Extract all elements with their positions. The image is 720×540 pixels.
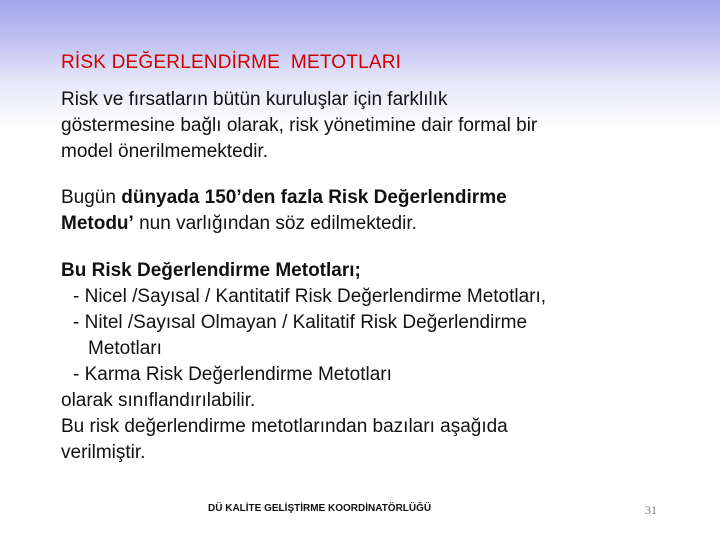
slide-title: RİSK DEĞERLENDİRME METOTLARI — [61, 52, 402, 73]
text-line — [61, 211, 681, 237]
text-line: Bu risk değerlendirme metotlarından bazıları aşağıda — [61, 416, 508, 437]
list-heading: Bu Risk Değerlendirme Metotları; — [61, 260, 361, 281]
paragraph-method-count — [61, 185, 681, 237]
page-number: 31 — [645, 503, 657, 517]
list-item: - Nicel /Sayısal / Kantitatif Risk Değerlendirme Metotları, — [73, 286, 547, 307]
text-line: verilmiştir. — [61, 442, 146, 463]
footer-text: DÜ KALİTE GELİŞTİRME KOORDİNATÖRLÜĞÜ — [208, 503, 432, 514]
text-line: model önerilmemektedir. — [61, 141, 268, 162]
paragraph-intro — [61, 87, 681, 165]
text-line: olarak sınıflandırılabilir. — [61, 390, 256, 411]
text-bold: Metodu’ — [61, 213, 134, 234]
list-item: - Karma Risk Değerlendirme Metotları — [73, 364, 392, 385]
list-item-continuation: Metotları — [88, 338, 162, 359]
text-line: Risk ve fırsatların bütün kuruluşlar için farklılık — [61, 89, 448, 110]
text-plain: Bugün — [61, 187, 122, 208]
list-item: - Nitel /Sayısal Olmayan / Kalitatif Risk Değerlendirme — [73, 312, 528, 333]
text-bold: dünyada 150’den fazla Risk Değerlendirme — [121, 187, 507, 208]
text-line: göstermesine bağlı olarak, risk yönetimine dair formal bir — [61, 115, 538, 136]
paragraph-method-types — [61, 258, 681, 466]
text-line — [61, 185, 681, 211]
text-plain: nun varlığından söz edilmektedir. — [133, 213, 417, 234]
